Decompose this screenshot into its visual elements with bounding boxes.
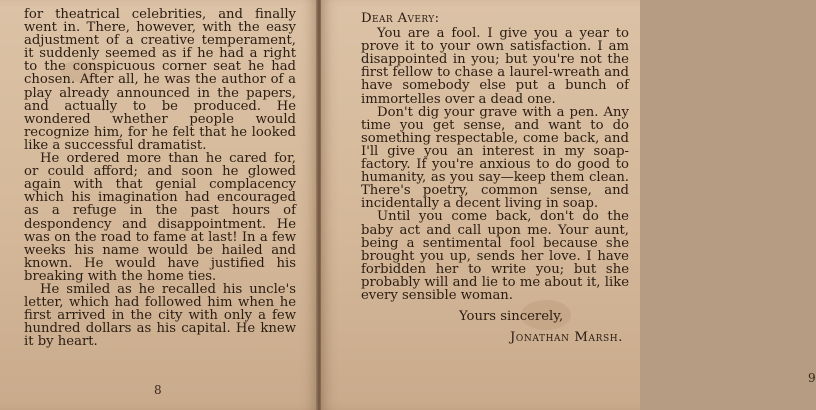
paragraph: Until you come back, don't do the baby act and call upon me. Your aunt, being a sentimental fool because she brought you up, sends her love. I have forbidden her to write you; but she probably will and lie to me about it, like every sensible woman.: [361, 209, 629, 303]
letter-closing: Yours sincerely,: [459, 309, 564, 325]
paragraph: He smiled as he recalled his uncle's letter, which had followed him when he first arrived in the city with only a few hundred dollars as his capital. He knew it by heart.: [24, 281, 296, 350]
paragraph: for theatrical celebrities, and finally went in. There, however, with the easy adjustment of a creative temperament, it suddenly seemed as if he had a right to the conspicuous corner seat he had chosen. After all, he was the author of a play already announced in the papers, and actually to be produced. He wondered whether people would recognize him, for he felt that he looked like a successful dramatist.: [24, 7, 296, 153]
right-page: [321, 0, 816, 410]
paragraph: He ordered more than he cared for, or could afford; and soon he glowed again with that genial complacency which his imagination had encouraged as a refuge in the past hours of despondency and disappointment. He was on the road to fame at last! In a few weeks his name would be hailed and known. He would have justified his breaking with the home ties.: [24, 151, 296, 284]
page-number: 8: [154, 383, 162, 397]
page-number: 9: [808, 371, 816, 385]
letter-text: [361, 12, 629, 344]
letter-signature: Jonathan Marsh.: [510, 330, 623, 346]
paragraph: You are a fool. I give you a year to prove it to your own satisfaction. I am disappointed in you; but you're not the first fellow to chase a laurel-wreath and have somebody else put a bunch of immortelles over a dead one.: [361, 26, 629, 107]
paragraph: Don't dig your grave with a pen. Any time you get sense, and want to do something respectable, come back, and I'll give you an interest in my soap-factory. If you're anxious to do good to humanity, as you say—keep them clean. There's poetry, common sense, and incidentally a decent living in soap.: [361, 104, 629, 212]
left-page: [0, 0, 317, 410]
left-page-text: [24, 8, 296, 348]
letter-salutation: Dear Avery:: [361, 11, 440, 26]
